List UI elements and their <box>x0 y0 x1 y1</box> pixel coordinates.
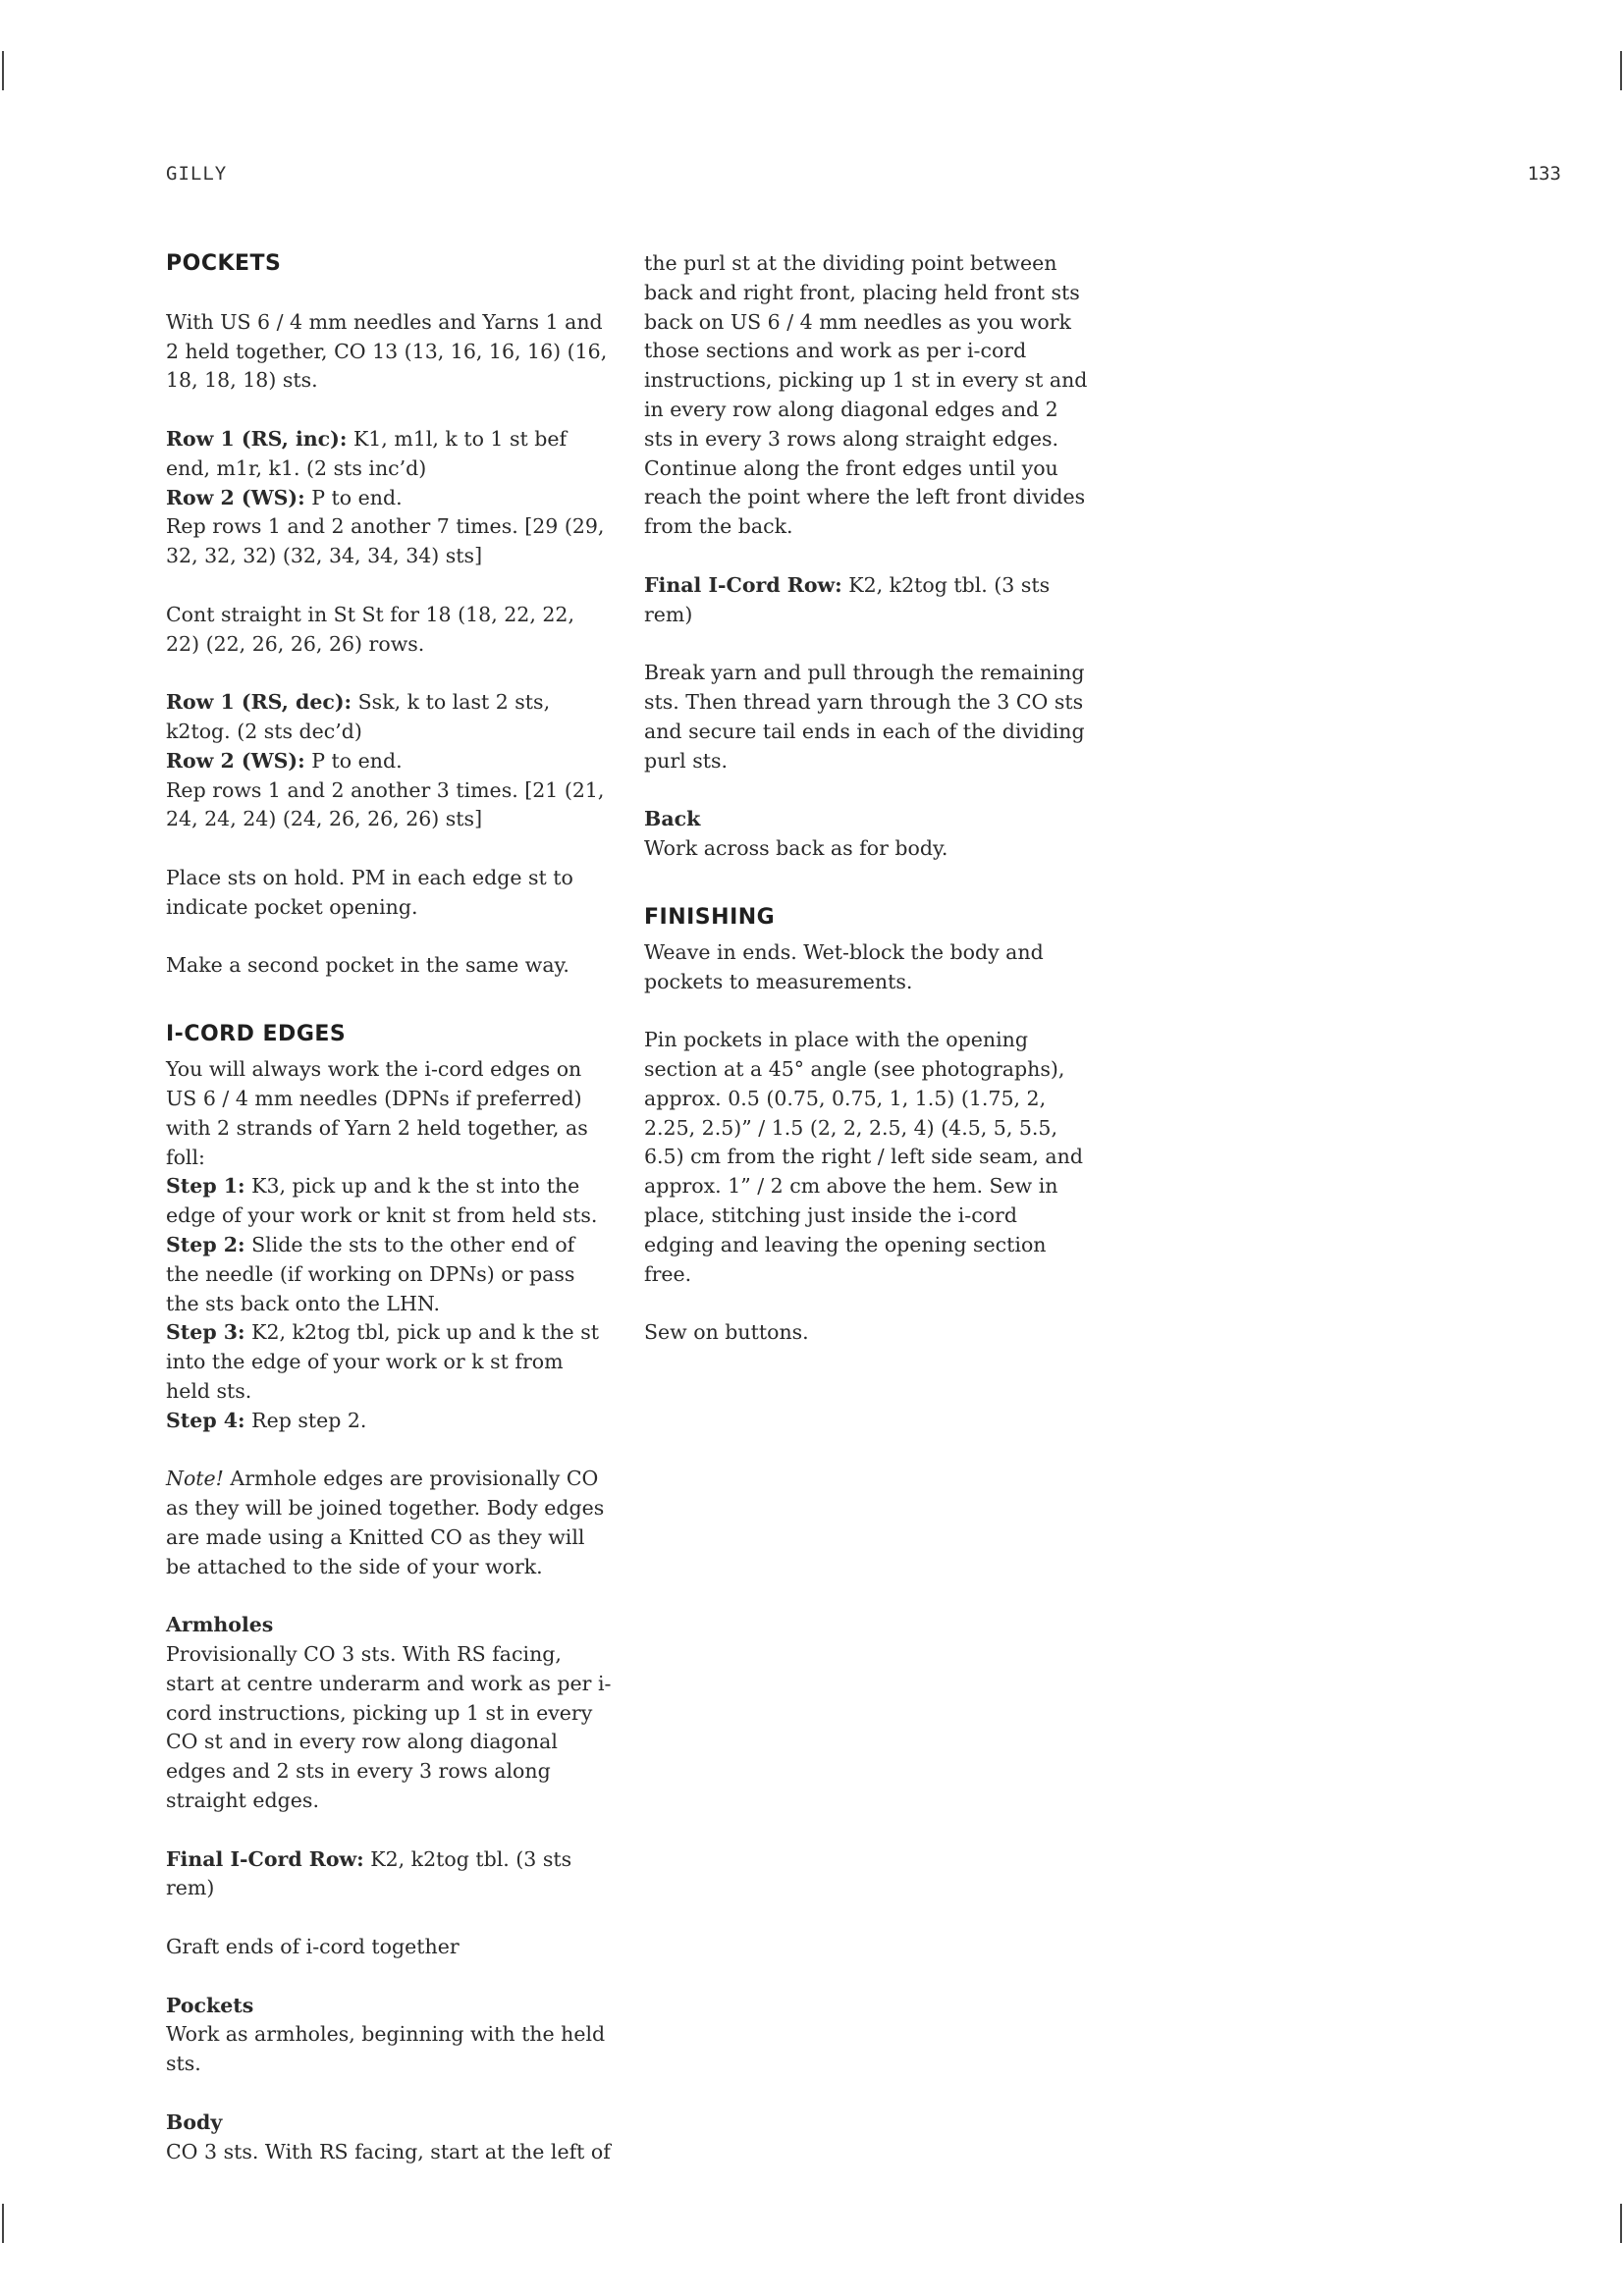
back-text: Work across back as for body. <box>644 835 948 860</box>
body-heading: Body <box>166 2109 223 2134</box>
icord-intro: You will always work the i-cord edges on US 6 / 4 mm needles (DPNs if preferred) with 2 strands of Yarn 2 held together, as foll: <box>166 1057 588 1169</box>
running-title: GILLY <box>166 163 228 185</box>
left-column <box>166 249 613 2166</box>
dec-row-1: Row 1 (RS, dec): Ssk, k to last 2 sts, k2tog. (2 sts dec’d) <box>166 690 551 743</box>
second-pocket: Make a second pocket in the same way. <box>166 953 569 978</box>
finishing-pin: Pin pockets in place with the opening section at a 45° angle (see photographs), approx. 0.5 (0.75, 0.75, 1, 1.5) (1.75, 2, 2.25, 2.5)” / 1.5 (2, 2, 2.5, 4) (4.5, 5, 5.5, 6.5) cm from the right / left side seam, and approx. 1” / 2 cm above the hem. Sew in place, stitching just inside the i-cord edging and leaving the opening section free. <box>644 1028 1083 1286</box>
step-3: Step 3: K2, k2tog tbl, pick up and k the st into the edge of your work or k st from held sts. <box>166 1320 599 1403</box>
step-1: Step 1: K3, pick up and k the st into the edge of your work or knit st from held sts. <box>166 1174 598 1228</box>
pocket-hold: Place sts on hold. PM in each edge st to indicate pocket opening. <box>166 865 573 919</box>
crop-mark-top-right <box>1620 51 1622 90</box>
body-text-continued: the purl st at the dividing point between back and right front, placing held front sts back on US 6 / 4 mm needles as you work those sections and work as per i-cord instructions, picking up 1 st in every st and in every row along diagonal edges and 2 sts in every 3 rows along straight edges. Continue along the front edges until you reach the point where the left front divides from the back. <box>644 251 1088 539</box>
dec-repeat: Rep rows 1 and 2 another 3 times. [21 (21, 24, 24, 24) (24, 26, 26, 26) sts] <box>166 777 605 831</box>
inc-row-1-label: Row 1 (RS, inc): <box>166 426 348 451</box>
back-heading: Back <box>644 807 701 831</box>
page-number: 133 <box>1527 163 1561 185</box>
step-4: Step 4: Rep step 2. <box>166 1408 367 1432</box>
break-yarn: Break yarn and pull through the remaining sts. Then thread yarn through the 3 CO sts and secure tail ends in each of the dividing purl sts. <box>644 661 1085 773</box>
step-1-label: Step 1: <box>166 1174 245 1199</box>
step-2-label: Step 2: <box>166 1232 245 1256</box>
right-column <box>644 249 1091 1348</box>
inc-row-1: Row 1 (RS, inc): K1, m1l, k to 1 st bef end, m1r, k1. (2 sts inc’d) <box>166 426 568 480</box>
dec-row-1-label: Row 1 (RS, dec): <box>166 690 352 715</box>
step-2: Step 2: Slide the sts to the other end of the needle (if working on DPNs) or pass the sts back onto the LHN. <box>166 1232 575 1315</box>
dec-row-2-label: Row 2 (WS): <box>166 748 305 773</box>
straight-rows: Cont straight in St St for 18 (18, 22, 22, 22) (22, 26, 26, 26) rows. <box>166 602 574 656</box>
finishing-heading: FINISHING <box>644 904 776 930</box>
graft-ends: Graft ends of i-cord together <box>166 1935 460 1959</box>
finishing-buttons: Sew on buttons. <box>644 1320 809 1345</box>
icord-heading: I-CORD EDGES <box>166 1022 347 1047</box>
icord-note: Note! Armhole edges are provisionally CO as they will be joined together. Body edges are made using a Knitted CO as they will be attached to the side of your work. <box>166 1467 605 1578</box>
inc-row-2-label: Row 2 (WS): <box>166 485 305 509</box>
crop-mark-top-left <box>2 51 4 90</box>
body-final-row: Final I-Cord Row: K2, k2tog tbl. (3 sts rem) <box>644 572 1051 626</box>
icord-pockets-text: Work as armholes, beginning with the held sts. <box>166 2022 606 2076</box>
pockets-intro: With US 6 / 4 mm needles and Yarns 1 and 2 held together, CO 13 (13, 16, 16, 16) (16, 18, 18, 18) sts. <box>166 309 608 393</box>
crop-mark-bottom-left <box>2 2204 4 2243</box>
armholes-heading: Armholes <box>166 1613 274 1637</box>
step-4-label: Step 4: <box>166 1408 245 1432</box>
inc-row-2: Row 2 (WS): P to end. <box>166 485 403 509</box>
inc-repeat: Rep rows 1 and 2 another 7 times. [29 (29, 32, 32, 32) (32, 34, 34, 34) sts] <box>166 514 605 568</box>
step-3-label: Step 3: <box>166 1320 245 1345</box>
armholes-final-row: Final I-Cord Row: K2, k2tog tbl. (3 sts rem) <box>166 1846 572 1900</box>
armholes-text: Provisionally CO 3 sts. With RS facing, start at centre underarm and work as per i-cord instructions, picking up 1 st in every CO st and in every row along diagonal edges and 2 sts in every 3 rows along straight edges. <box>166 1642 612 1813</box>
crop-mark-bottom-right <box>1620 2204 1622 2243</box>
dec-row-2: Row 2 (WS): P to end. <box>166 748 403 773</box>
finishing-weave: Weave in ends. Wet-block the body and pockets to measurements. <box>644 939 1044 993</box>
pockets-heading: POCKETS <box>166 251 282 276</box>
armholes-final-label: Final I-Cord Row: <box>166 1846 364 1871</box>
icord-pockets-heading: Pockets <box>166 1993 254 2017</box>
body-final-label: Final I-Cord Row: <box>644 572 842 597</box>
note-label: Note! <box>166 1467 224 1491</box>
body-text-start: CO 3 sts. With RS facing, start at the left of <box>166 2139 611 2163</box>
